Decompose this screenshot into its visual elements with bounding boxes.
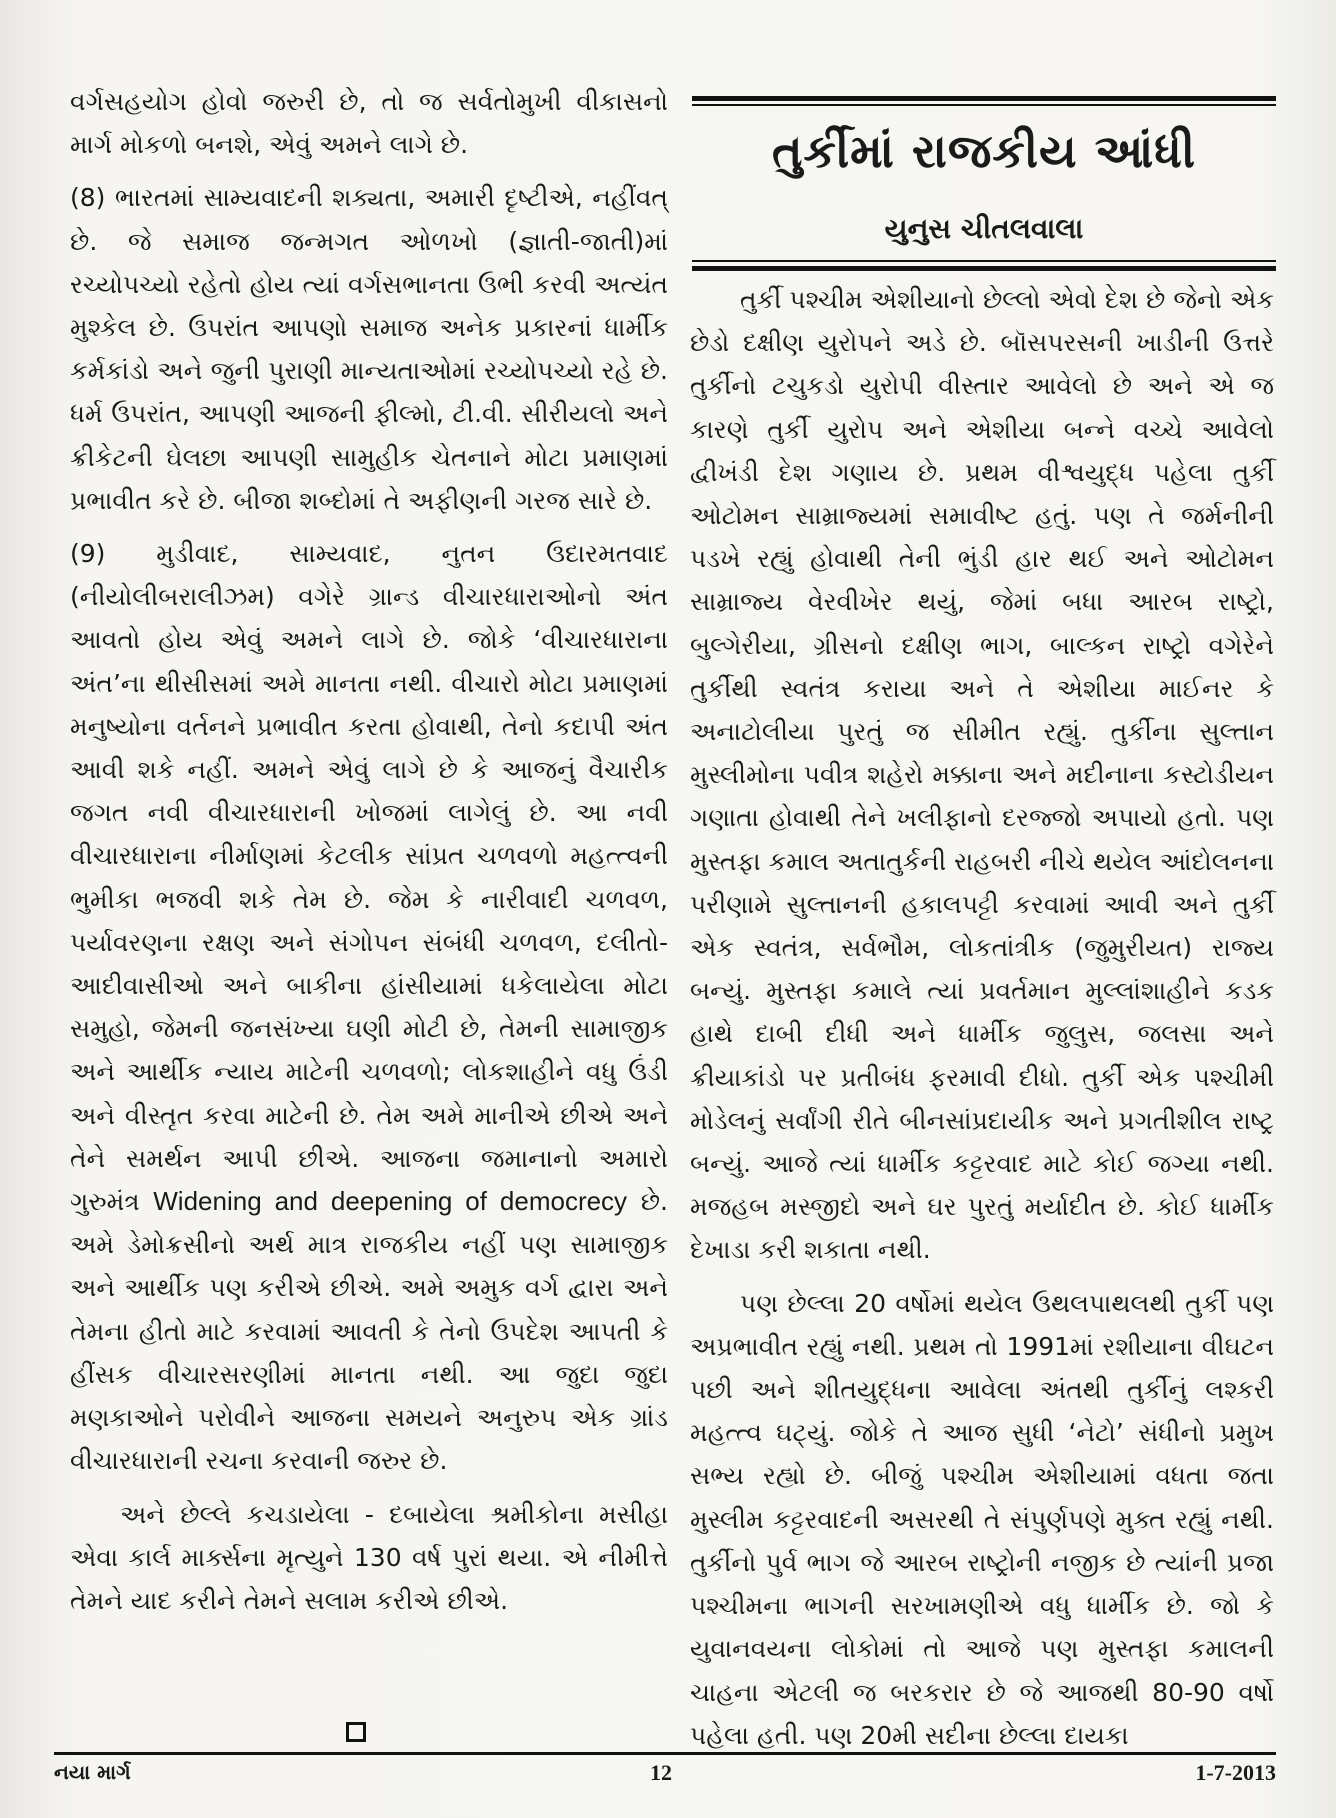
issue-date: 1-7-2013 [1195,1760,1276,1785]
top-rule-divider [692,104,1276,106]
paragraph: તુર્કી પશ્ચીમ એશીયાનો છેલ્લો એવો દેશ છે જેનો એક છેડો દક્ષીણ યુરોપને અડે છે. બૉસપરસની ખાડીની ઉત્તરે તુર્કીનો ટચુકડો યુરોપી વીસ્તાર આવેલો છે અને એ જ કારણે તુર્કી યુરોપ અને એશીયા બન્ને વચ્ચે આવેલો દ્વીખંડી દેશ ગણાય છે. પ્રથમ વીશ્વયુદ્ધ પહેલા તુર્કી ઓટોમન સામ્રાજ્યમાં સમાવીષ્ટ હતું. પણ તે જર્મનીની પડખે રહ્યું હોવાથી તેની ભુંડી હાર થઈ અને ઓટોમન સામ્રાજ્ય વેરવીખેર થયું, જેમાં બધા આરબ રાષ્ટ્રો, બુલ્ગેરીયા, ગ્રીસનો દક્ષીણ ભાગ, બાલ્કન રાષ્ટ્રો વગેરેને તુર્કીથી સ્વતંત્ર કરાયા અને તે એશીયા માઈનર કે અનાટોલીયા પુરતું જ સીમીત રહ્યું. તુર્કીના સુલ્તાન મુસ્લીમોના પવીત્ર શહેરો મક્કાના અને મદીનાના કસ્ટોડીયન ગણાતા હોવાથી તેને ખલીફાનો દરજ્જો અપાયો હતો. પણ મુસ્તફા કમાલ અતાતુર્કની રાહબરી નીચે થયેલ આંદોલનના પરીણામે સુલ્તાનની હકાલપટ્ટી કરવામાં આવી અને તુર્કી એક સ્વતંત્ર, સર્વભૌમ, લોકતાંત્રીક (જુમુરીયત) રાજ્ય બન્યું. મુસ્તફા કમાલે ત્યાં પ્રવર્તમાન મુલ્લાંશાહીને કડક હાથે દાબી દીધી અને ધાર્મીક જુલુસ, જલસા અને ક્રીયાકાંડો પર પ્રતીબંધ ફરમાવી દીધો. તુર્કી એક પશ્ચીમી મોડેલનું સર્વાંગી રીતે બીનસાંપ્રદાયીક અને પ્રગતીશીલ રાષ્ટ્ર બન્યું. આજે ત્યાં ધાર્મીક કટ્ટરવાદ માટે કોઈ જગ્યા નથી. મજહબ મસ્જીદો અને ઘર પુરતું મર્યાદીત છે. કોઈ ધાર્મીક દેખાડા કરી શકાતા નથી. [690,285,1274,1265]
paragraph: અને છેલ્લે કચડાયેલા - દબાયેલા શ્રમીકોના મસીહા એવા કાર્લ માર્ક્સના મૃત્યુને 130 વર્ષ પુરાં થયા. એ નીમીત્તે તેમને યાદ કરીને તેમને સલામ કરીએ છીએ. [70,1499,668,1615]
article-author: યુનુસ ચીતલવાલા [884,212,1084,245]
publication-name: નયા માર્ગ [54,1760,131,1784]
top-rule-divider [692,96,1276,101]
footer-divider [54,1752,1276,1755]
paragraph-text: (9) મુડીવાદ, સામ્યવાદ, નુતન ઉદારમતવાદ (નીયોલીબરાલીઝમ) વગેરે ગ્રાન્ડ વીચારધારાઓનો અંત આવતો હોય એવું અમને લાગે છે. જોકે ‘વીચારધારાના અંત’ના થીસીસમાં અમે માનતા નથી. વીચારો મોટા પ્રમાણમાં મનુષ્યોના વર્તનને પ્રભાવીત કરતા હોવાથી, તેનો કદાપી અંત આવી શકે નહીં. અમને એવું લાગે છે કે આજનું વૈચારીક જગત નવી વીચારધારાની ખોજમાં લાગેલું છે. આ નવી વીચારધારાના નીર્માણમાં કેટલીક સાંપ્રત ચળવળો મહત્ત્વની ભુમીકા ભજવી શકે તેમ છે. જેમ કે નારીવાદી ચળવળ, પર્યાવરણના રક્ષણ અને સંગોપન સંબંધી ચળવળ, દલીતો-આદીવાસીઓ અને બાકીના હાંસીયામાં ધકેલાયેલા મોટા સમુહો, જેમની જનસંખ્યા ઘણી મોટી છે, તેમની સામાજીક અને આર્થીક ન્યાય માટેની ચળવળો; લોકશાહીને વધુ ઉંડી અને વીસ્તૃત કરવા માટેની છે. તેમ અમે માનીએ છીએ અને તેને સમર્થન આપી છીએ. આજના જમાનાનો અમારો ગુરુમંત્ર [70,539,668,1217]
paragraph: (8) ભારતમાં સામ્યવાદની શક્યતા, અમારી દૃષ્ટીએ, નહીંવત્ છે. જે સમાજ જન્મગત ઓળખો (જ્ઞાતી-જાતી)માં રચ્યોપચ્યો રહેતો હોય ત્યાં વર્ગસભાનતા ઉભી કરવી અત્યંત મુશ્કેલ છે. ઉપરાંત આપણો સમાજ અનેક પ્રકારનાં ધાર્મીક કર્મકાંડો અને જુની પુરાણી માન્યતાઓમાં રચ્યોપચ્યો રહે છે. ધર્મ ઉપરાંત, આપણી આજની ફીલ્મો, ટી.વી. સીરીયલો અને ક્રીકેટની ઘેલછા આપણી સામુહીક ચેતનાને મોટા પ્રમાણમાં પ્રભાવીત કરે છે. બીજા શબ્દોમાં તે અફીણની ગરજ સારે છે. [70,183,668,515]
bottom-rule-divider [692,260,1276,262]
paragraph: પણ છેલ્લા 20 વર્ષોમાં થયેલ ઉથલપાથલથી તુર્કી પણ અપ્રભાવીત રહ્યું નથી. પ્રથમ તો 1991માં રશીયાના વીઘટન પછી અને શીતયુદ્ધના આવેલા અંતથી તુર્કીનું લશ્કરી મહત્ત્વ ઘટ્યું. જોકે તે આજ સુધી ‘નેટો’ સંધીનો પ્રમુખ સભ્ય રહ્યો છે. બીજું પશ્ચીમ એશીયામાં વધતા જતા મુસ્લીમ કટ્ટરવાદની અસરથી તે સંપુર્ણપણે મુક્ત રહ્યું નથી. તુર્કીનો પુર્વ ભાગ જે આરબ રાષ્ટ્રોની નજીક છે ત્યાંની પ્રજા પશ્ચીમના ભાગની સરખામણીએ વધુ ધાર્મીક છે. જો કે યુવાનવયના લોકોમાં તો આજે પણ મુસ્તફા કમાલની ચાહના એટલી જ બરકરાર છે જે આજથી 80-90 વર્ષો પહેલા હતી. પણ 20મી સદીના છેલ્લા દાયકા [690,1288,1274,1750]
english-phrase: Widening and deepening of democrecy [153,1186,628,1217]
page-number: 12 [650,1760,672,1785]
article-title: તુર્કીમાં રાજકીય આંધી [771,124,1197,178]
paragraph-text: છે. અમે ડેમોક્રસીનો અર્થ માત્ર રાજકીય નહીં પણ સામાજીક અને આર્થીક પણ કરીએ છીએ. અમે અમુક વર્ગ દ્વારા અને તેમના હીતો માટે કરવામાં આવતી કે તેનો ઉપદેશ આપતી કે હીંસક વીચારસરણીમાં માનતા નથી. આ જુદા જુદા મણકાઓને પરોવીને આજના સમયને અનુરુપ એક ગ્રાંડ વીચારધારાની રચના કરવાની જરુર છે. [70,1187,668,1476]
paragraph [70,532,668,1482]
article-header [692,96,1276,276]
right-column [690,278,1274,1767]
end-of-article-mark-icon [346,1722,366,1742]
paragraph: વર્ગસહયોગ હોવો જરુરી છે, તો જ સર્વતોમુખી વીકાસનો માર્ગ મોકળો બનશે, એવું અમને લાગે છે. [70,87,668,160]
left-column [70,80,668,1632]
bottom-rule-divider [692,266,1276,271]
